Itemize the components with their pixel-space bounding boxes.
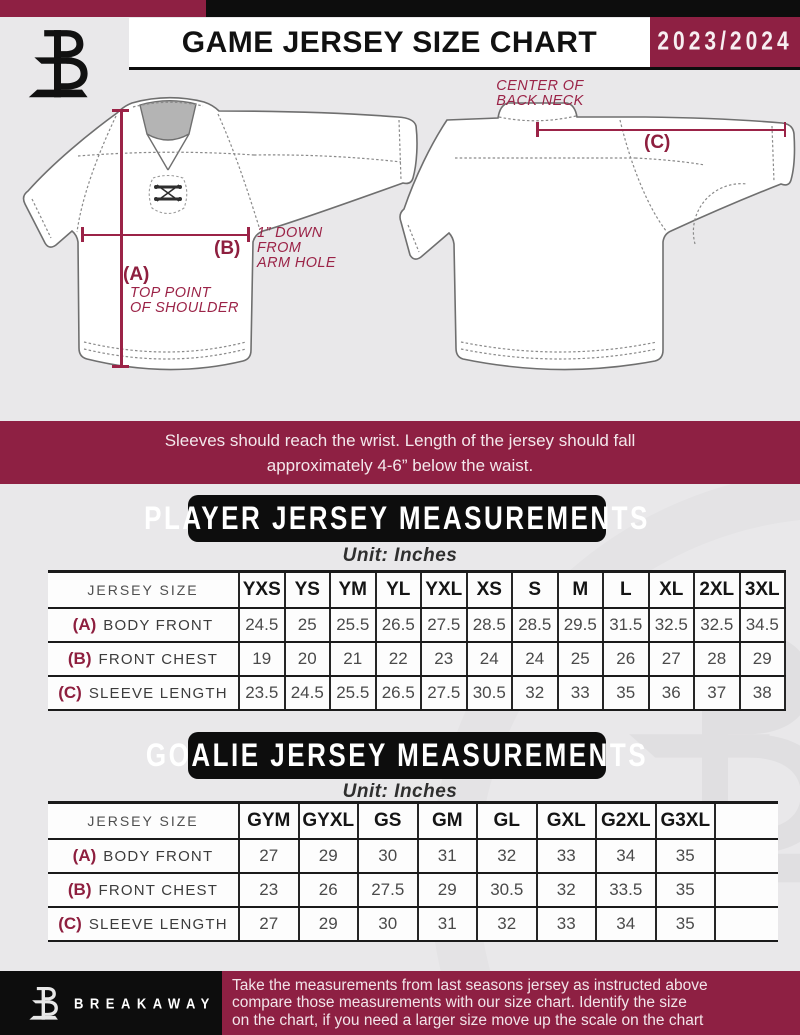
measurement-value: 35 <box>656 873 716 907</box>
size-column-header: GM <box>418 803 478 840</box>
measure-tick-a-bottom <box>112 365 129 368</box>
measurement-value: 33.5 <box>596 873 656 907</box>
measurement-value: 22 <box>376 642 422 676</box>
breakaway-b-logo-icon <box>28 984 62 1022</box>
measurement-value: 29 <box>299 839 359 873</box>
size-column-header: G2XL <box>596 803 656 840</box>
player-measurements-table <box>48 570 786 711</box>
player-section-heading: PLAYER JERSEY MEASUREMENTS <box>188 495 606 542</box>
row-name: SLEEVE LENGTH <box>88 685 228 702</box>
measurement-value: 27 <box>649 642 695 676</box>
measurement-value: 35 <box>603 676 649 710</box>
measurement-value: 32 <box>477 839 537 873</box>
player-unit-label: Unit: Inches <box>342 545 458 566</box>
season-label: 2023/2024 <box>657 27 793 56</box>
measurement-value: 32 <box>512 676 558 710</box>
fit-notice-banner <box>0 421 800 484</box>
size-column-header: 2XL <box>694 572 740 609</box>
measurement-value: 33 <box>537 839 597 873</box>
measurement-value: 25.5 <box>330 608 376 642</box>
measurement-value: 19 <box>239 642 285 676</box>
measurement-value: 29 <box>418 873 478 907</box>
marker-b: (B) <box>214 238 241 259</box>
marker-a: (A) <box>123 264 150 285</box>
measure-tick-b-left <box>81 227 84 242</box>
size-column-header: GYM <box>239 803 299 840</box>
measurement-value: 35 <box>656 839 716 873</box>
measurement-value: 29 <box>299 907 359 941</box>
measurement-value: 29.5 <box>558 608 604 642</box>
blank-cell <box>715 839 778 873</box>
measurement-value: 23 <box>239 873 299 907</box>
size-column-header: 3XL <box>740 572 786 609</box>
marker-c: (C) <box>644 132 671 153</box>
measurement-value: 29 <box>740 642 786 676</box>
size-column-header: YXL <box>421 572 467 609</box>
measurement-value: 36 <box>649 676 695 710</box>
measure-line-b <box>82 234 249 237</box>
measurement-value: 26 <box>603 642 649 676</box>
measurement-value: 26 <box>299 873 359 907</box>
footer-note-line-3: on the chart, if you need a larger size move up the scale on the chart <box>232 1011 704 1029</box>
row-key: (A) <box>72 846 97 865</box>
measurement-value: 25 <box>285 608 331 642</box>
size-column-header: L <box>603 572 649 609</box>
measure-tick-b-right <box>247 227 250 242</box>
row-name: SLEEVE LENGTH <box>88 916 228 933</box>
table-header-row <box>48 572 785 609</box>
measurement-value: 26.5 <box>376 676 422 710</box>
measurement-value: 20 <box>285 642 331 676</box>
measurement-row <box>48 676 785 710</box>
measurement-value: 24 <box>467 642 513 676</box>
measurement-value: 31 <box>418 839 478 873</box>
notice-line-2: approximately 4-6” below the waist. <box>266 455 534 475</box>
measurement-value: 28 <box>694 642 740 676</box>
size-column-header: YM <box>330 572 376 609</box>
measurement-value: 31 <box>418 907 478 941</box>
measurement-value: 24 <box>512 642 558 676</box>
jersey-size-header: JERSEY SIZE <box>48 803 239 840</box>
measurement-row <box>48 642 785 676</box>
row-key: (A) <box>72 615 97 634</box>
size-column-header: GXL <box>537 803 597 840</box>
measurement-value: 27.5 <box>358 873 418 907</box>
size-column-header: GS <box>358 803 418 840</box>
measurement-value: 21 <box>330 642 376 676</box>
blank-cell <box>715 907 778 941</box>
measurement-value: 24.5 <box>239 608 285 642</box>
row-label <box>48 839 239 873</box>
goalie-unit-label: Unit: Inches <box>342 781 458 802</box>
marker-b-note: 1” DOWN FROM ARM HOLE <box>257 225 336 271</box>
row-name: BODY FRONT <box>103 617 214 634</box>
measurement-value: 30.5 <box>477 873 537 907</box>
measurement-value: 33 <box>537 907 597 941</box>
footer-note-line-2: compare those measurements with our size chart. Identify the size <box>232 994 687 1012</box>
jersey-size-header: JERSEY SIZE <box>48 572 239 609</box>
measurement-value: 28.5 <box>467 608 513 642</box>
measure-line-c <box>537 129 785 132</box>
goalie-section-heading: GOALIE JERSEY MEASUREMENTS <box>188 732 606 779</box>
measurement-value: 27 <box>239 907 299 941</box>
measurement-value: 37 <box>694 676 740 710</box>
measurement-value: 26.5 <box>376 608 422 642</box>
measurement-value: 34 <box>596 907 656 941</box>
measurement-row <box>48 873 778 907</box>
measure-tick-a-top <box>112 109 129 112</box>
blank-cell <box>715 803 778 840</box>
size-column-header: GYXL <box>299 803 359 840</box>
measurement-value: 25 <box>558 642 604 676</box>
topbar-black-accent <box>206 0 800 17</box>
measurement-value: 35 <box>656 907 716 941</box>
measurement-value: 34 <box>596 839 656 873</box>
breakaway-b-logo-icon <box>26 24 96 102</box>
goalie-measurements-table <box>48 801 778 942</box>
marker-a-note: TOP POINT OF SHOULDER <box>130 285 239 316</box>
measurement-value: 23 <box>421 642 467 676</box>
measurement-value: 32.5 <box>649 608 695 642</box>
notice-line-1: Sleeves should reach the wrist. Length of the jersey should fall <box>164 430 636 450</box>
measurement-value: 25.5 <box>330 676 376 710</box>
measurement-value: 27 <box>239 839 299 873</box>
season-badge <box>650 17 800 70</box>
brand-name: BREAKAWAY <box>74 994 216 1012</box>
row-label <box>48 676 239 710</box>
measurement-value: 30 <box>358 839 418 873</box>
blank-cell <box>715 873 778 907</box>
row-key: (C) <box>58 914 82 933</box>
row-label <box>48 608 239 642</box>
measurement-value: 38 <box>740 676 786 710</box>
row-name: BODY FRONT <box>103 848 214 865</box>
table-header-row <box>48 803 778 840</box>
footer-brand-block <box>0 971 222 1035</box>
size-column-header: G3XL <box>656 803 716 840</box>
row-name: FRONT CHEST <box>98 882 219 899</box>
measurement-row <box>48 608 785 642</box>
measure-tick-c-left <box>536 122 539 137</box>
measurement-value: 34.5 <box>740 608 786 642</box>
row-name: FRONT CHEST <box>98 651 219 668</box>
measurement-value: 30.5 <box>467 676 513 710</box>
measurement-value: 24.5 <box>285 676 331 710</box>
measurement-value: 23.5 <box>239 676 285 710</box>
row-key: (B) <box>67 880 92 899</box>
topbar-maroon-accent <box>0 0 206 17</box>
measure-tick-c-right <box>784 122 787 137</box>
row-label <box>48 907 239 941</box>
size-column-header: YL <box>376 572 422 609</box>
row-key: (B) <box>67 649 92 668</box>
size-column-header: M <box>558 572 604 609</box>
row-label <box>48 642 239 676</box>
size-column-header: YXS <box>239 572 285 609</box>
row-key: (C) <box>58 683 82 702</box>
measurement-row <box>48 839 778 873</box>
row-label <box>48 873 239 907</box>
measurement-value: 32 <box>477 907 537 941</box>
marker-c-note: CENTER OF BACK NECK <box>496 78 584 109</box>
measurement-row <box>48 907 778 941</box>
size-column-header: S <box>512 572 558 609</box>
title-box <box>129 18 650 70</box>
size-column-header: XS <box>467 572 513 609</box>
footer-note-line-1: Take the measurements from last seasons jersey as instructed above <box>232 976 708 994</box>
size-column-header: XL <box>649 572 695 609</box>
measurement-value: 33 <box>558 676 604 710</box>
measurement-value: 27.5 <box>421 608 467 642</box>
measurement-value: 28.5 <box>512 608 558 642</box>
back-jersey-illustration <box>395 92 800 422</box>
page-title: GAME JERSEY SIZE CHART <box>181 25 598 59</box>
measurement-value: 31.5 <box>603 608 649 642</box>
measurement-value: 32.5 <box>694 608 740 642</box>
measurement-value: 27.5 <box>421 676 467 710</box>
measurement-value: 32 <box>537 873 597 907</box>
measurement-value: 30 <box>358 907 418 941</box>
size-column-header: GL <box>477 803 537 840</box>
size-column-header: YS <box>285 572 331 609</box>
measure-line-a <box>120 110 123 367</box>
footer-instructions <box>222 971 800 1035</box>
